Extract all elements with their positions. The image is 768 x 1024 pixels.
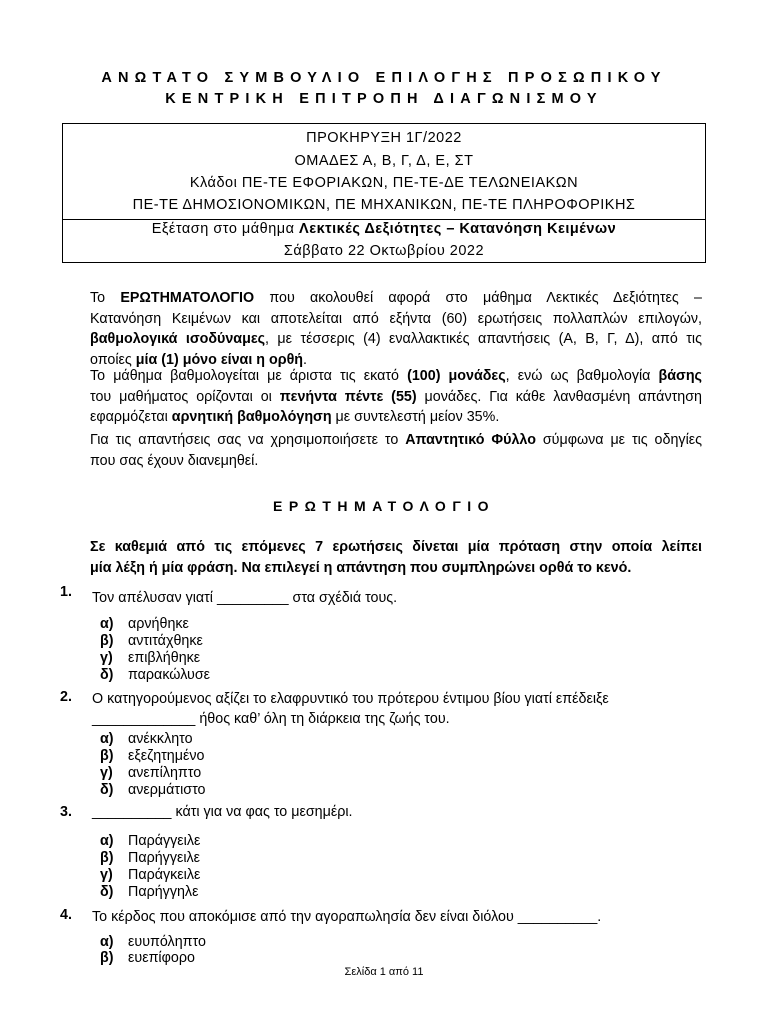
text: Για τις απαντήσεις σας να χρησιμοποιήσετε το [90, 432, 406, 448]
questionnaire-title: ΕΡΩΤΗΜΑΤΟΛΟΓΙΟ [272, 498, 496, 514]
text: εφαρμόζεται [90, 409, 172, 425]
option-text: ανέκκλητο [128, 731, 193, 747]
p3-line-1 [90, 430, 702, 451]
bold-text: ΕΡΩΤΗΜΑΤΟΛΟΓΙΟ [120, 290, 255, 306]
bold-text: βάσης [658, 368, 702, 384]
p2-line-1 [90, 366, 702, 387]
p2-line-2 [90, 387, 702, 408]
text: οποίες [90, 351, 136, 368]
text: Το [90, 290, 121, 306]
question-2-option-a[interactable] [100, 731, 193, 747]
announcement-box [62, 123, 706, 263]
text: Το μάθημα βαθμολογείται με άριστα τις εκατό [90, 368, 408, 384]
bold-text: (100) μονάδες [407, 368, 506, 384]
option-label: β) [100, 850, 114, 866]
page-number: Σελίδα 1 από 11 [344, 966, 424, 978]
option-label: γ) [100, 867, 113, 883]
exam-subject-line [63, 221, 705, 237]
option-label: α) [100, 616, 114, 632]
question-3-option-b[interactable] [100, 850, 200, 866]
bold-text: Απαντητικό Φύλλο [405, 432, 536, 448]
question-3-option-c[interactable] [100, 867, 200, 883]
section-instructions [90, 537, 702, 578]
header-organization: ΑΝΩΤΑΤΟ ΣΥΜΒΟΥΛΙΟ ΕΠΙΛΟΓΗΣ ΠΡΟΣΩΠΙΚΟΥ [101, 70, 667, 86]
question-3-number: 3. [60, 804, 72, 820]
bold-text: βαθμολογικά ισοδύναμες [90, 331, 266, 347]
question-1-number: 1. [60, 584, 72, 600]
option-text: αντιτάχθηκε [128, 633, 203, 649]
question-1-option-d[interactable] [100, 667, 210, 683]
instructions-line-2: μία λέξη ή μία φράση. Να επιλεγεί η απάντηση που συμπληρώνει ορθά το κενό. [90, 559, 632, 576]
option-label: β) [100, 950, 114, 966]
option-text: ευεπίφορο [128, 950, 195, 966]
question-3-option-d[interactable] [100, 884, 198, 900]
option-label: γ) [100, 650, 113, 666]
text: που ακολουθεί αφορά στο μάθημα Λεκτικές Δεξιότητες – [254, 290, 702, 306]
question-3-text: __________ κάτι για να φας το μεσημέρι. [92, 804, 353, 820]
question-2-text-line-2: _____________ ήθος καθ’ όλη τη διάρκεια της ζωής του. [92, 711, 450, 727]
question-1-text: Τον απέλυσαν γιατί _________ στα σχέδιά τους. [92, 590, 398, 606]
p1-line-2: Κατανόηση Κειμένων και αποτελείται από εξήντα (60) ερωτήσεις πολλαπλών επιλογών, [90, 310, 702, 327]
option-text: Παράγγειλε [128, 833, 201, 849]
option-text: ευυπόληπτο [128, 934, 206, 950]
text: . [303, 351, 308, 368]
announcement-branches-1: Κλάδοι ΠΕ-ΤΕ ΕΦΟΡΙΑΚΩΝ, ΠΕ-ΤΕ-ΔΕ ΤΕΛΩΝΕΙΑΚΩΝ [189, 175, 579, 191]
p2-line-3 [90, 407, 702, 428]
intro-paragraph-2 [90, 366, 702, 428]
question-2-text [92, 689, 702, 729]
option-text: Παρήγγειλε [128, 850, 201, 866]
option-text: Παρήγγηλε [128, 884, 199, 900]
text: , ενώ ως βαθμολογία [505, 368, 659, 384]
intro-paragraph-3 [90, 430, 702, 471]
question-2-option-d[interactable] [100, 782, 205, 798]
text: με συντελεστή μείον 35%. [331, 409, 500, 425]
option-label: γ) [100, 765, 113, 781]
option-text: εξεζητημένο [128, 748, 205, 764]
question-1-option-a[interactable] [100, 616, 189, 632]
box-divider [63, 219, 705, 220]
text: , με τέσσερις (4) εναλλακτικές απαντήσεις (Α, Β, Γ, Δ), από τις [265, 331, 702, 347]
p1-line-3 [90, 329, 702, 350]
option-label: β) [100, 633, 114, 649]
instructions-line-1: Σε καθεμιά από τις επόμενες 7 ερωτήσεις δίνεται μία πρόταση στην οποία λείπει [90, 539, 702, 555]
announcement-branches-2: ΠΕ-ΤΕ ΔΗΜΟΣΙΟΝΟΜΙΚΩΝ, ΠΕ ΜΗΧΑΝΙΚΩΝ, ΠΕ-ΤΕ ΠΛΗΡΟΦΟΡΙΚΗΣ [132, 197, 636, 213]
question-1-option-b[interactable] [100, 633, 203, 649]
bold-text: πενήντα πέντε (55) [279, 388, 417, 405]
announcement-number: ΠΡΟΚΗΡΥΞΗ 1Γ/2022 [306, 130, 462, 146]
question-1-option-c[interactable] [100, 650, 200, 666]
question-4-text: Το κέρδος που αποκόμισε από την αγοραπωλησία δεν είναι διόλου __________. [92, 909, 602, 925]
option-text: ανεπίληπτο [128, 765, 202, 781]
option-text: επιβλήθηκε [128, 650, 201, 666]
option-label: δ) [100, 667, 114, 683]
question-4-number: 4. [60, 907, 72, 923]
question-2-option-c[interactable] [100, 765, 201, 781]
text: του μαθήματος ορίζονται οι [90, 388, 280, 405]
option-text: αρνήθηκε [128, 616, 189, 632]
option-label: α) [100, 731, 114, 747]
bold-text: αρνητική βαθμολόγηση [171, 409, 332, 425]
question-3-option-a[interactable] [100, 833, 200, 849]
p3-line-2: που σας έχουν διανεμηθεί. [90, 452, 259, 469]
question-4-option-b[interactable] [100, 950, 195, 966]
exam-subject: Λεκτικές Δεξιότητες – Κατανόηση Κειμένων [299, 221, 617, 237]
option-label: β) [100, 748, 114, 764]
text: σύμφωνα με τις οδηγίες [535, 432, 703, 448]
bold-text: μία (1) μόνο είναι η ορθή [135, 351, 304, 368]
question-2-number: 2. [60, 689, 72, 705]
exam-date: Σάββατο 22 Οκτωβρίου 2022 [283, 243, 485, 259]
option-label: α) [100, 833, 114, 849]
intro-paragraph-1 [90, 288, 702, 370]
question-2-text-line-1: Ο κατηγορούμενος αξίζει το ελαφρυντικό του πρότερου έντιμου βίου γιατί επέδειξε [92, 691, 609, 707]
option-label: δ) [100, 884, 114, 900]
header-committee: ΚΕΝΤΡΙΚΗ ΕΠΙΤΡΟΠΗ ΔΙΑΓΩΝΙΣΜΟΥ [165, 91, 603, 107]
text: μονάδες. Για κάθε λανθασμένη απάντηση [416, 388, 702, 405]
announcement-groups: ΟΜΑΔΕΣ Α, Β, Γ, Δ, Ε, ΣΤ [294, 153, 474, 169]
option-label: δ) [100, 782, 114, 798]
option-text: Παράγκειλε [128, 867, 201, 883]
option-text: παρακώλυσε [128, 667, 211, 683]
question-4-option-a[interactable] [100, 934, 206, 950]
p1-line-1 [90, 288, 702, 309]
question-2-option-b[interactable] [100, 748, 204, 764]
option-label: α) [100, 934, 114, 950]
option-text: ανερμάτιστο [128, 782, 206, 798]
exam-prefix: Εξέταση στο μάθημα [151, 221, 300, 237]
